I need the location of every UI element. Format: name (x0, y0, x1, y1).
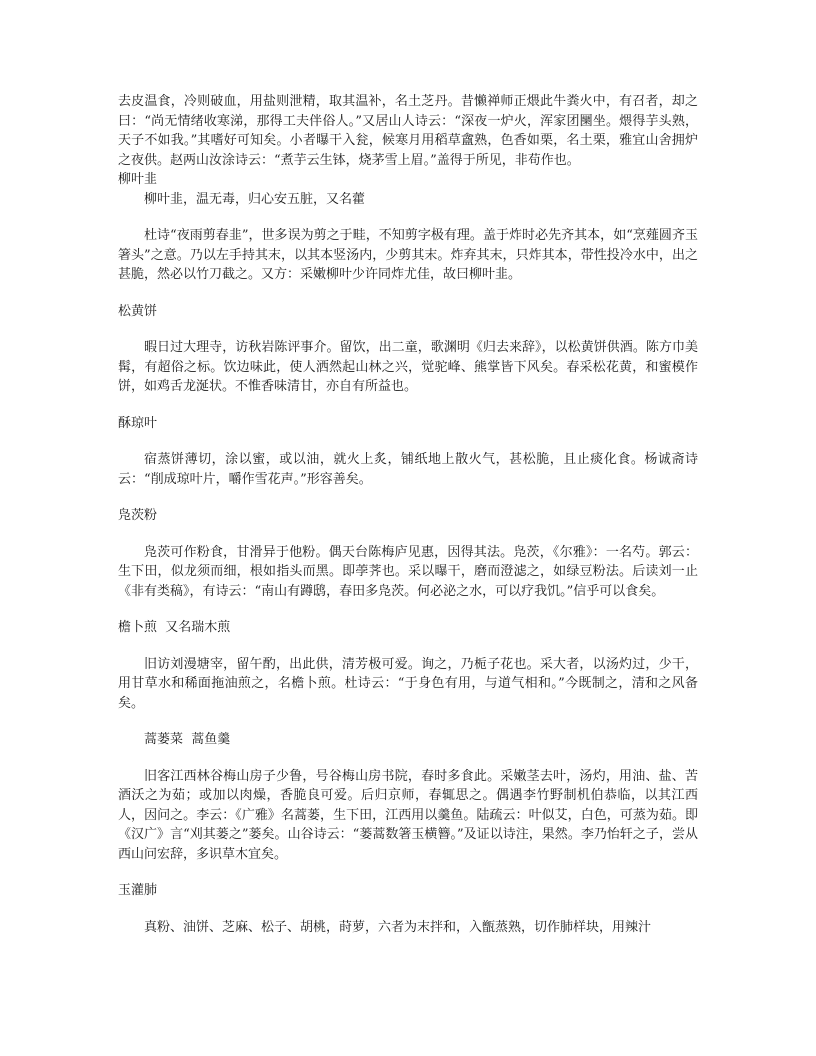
section-title-suqiongye: 酥琼叶 (118, 415, 158, 431)
section-subtitle-liuyegui: 柳叶韭，温无毒，归心安五脏，又名藿 (144, 191, 366, 207)
section-body-fucifen: 凫茨可作粉食，甘滑异于他粉。偶天台陈梅庐见惠，因得其法。凫茨，《尔雅》：一名芍。郭云：生下田，似龙须而细，根如指头而黑。即荸荠也。采以曝干，磨而澄滤之，如绿豆粉法。后读刘一止《非有类稿》，有诗云：“南山有蹲鸱，春田多凫茨。何必泌之水，可以疗我饥。”信乎可以食矣。 (118, 544, 698, 599)
section-title-yuguanfei: 玉灌肺 (118, 883, 158, 898)
section-body-liuyegui: 杜诗“夜雨剪春韭”，世多误为剪之于畦，不知剪字极有理。盖于炸时必先齐其本，如“烹薤圆齐玉箸头”之意。乃以左手持其末，以其本竖汤内，少剪其末。炸弃其末，只炸其本，带性投冷水中，出之甚脆，然必以竹刀截之。又方：采嫩柳叶少许同炸尤佳，故曰柳叶韭。 (118, 228, 698, 282)
section-body-haolou: 旧客江西林谷梅山房子少鲁，号谷梅山房书院，春时多食此。采嫩茎去叶，汤灼，用油、盐、苦酒沃之为茹；或加以肉燥，香脆良可爱。后归京师，春辄思之。偶遇李竹野制机伯恭临，以其江西人，因问之。李云：《广雅》名蒿蒌，生下田，江西用以羹鱼。陆疏云：叶似艾，白色，可蒸为茹。即《汉广》言“刈其蒌之”蒌矣。山谷诗云：“蒌蒿数箸玉横簪。”及证以诗注，果然。李乃怡轩之子，尝从西山问宏辞，多识草木宜矣。 (118, 768, 698, 862)
section-title-liuyegui: 柳叶韭 (118, 172, 158, 187)
section-title-zhanbujian: 檐卜煎 又名瑞木煎 (118, 620, 231, 635)
section-body-yuguanfei: 真粉、油饼、芝麻、松子、胡桃，莳萝，六者为末拌和，入甑蒸熟，切作肺样块，用辣汁 (144, 919, 652, 935)
intro-paragraph: 去皮温食，冷则破血，用盐则泄精，取其温补，名土芝丹。昔懒禅师正煨此牛粪火中，有召者，却之曰：“尚无情绪收寒涕，那得工夫伴俗人。”又居山人诗云：“深夜一炉火，浑家团圞坐。煨得芋头熟，天子不如我。”其嗜好可知矣。小者曝干入瓮，候寒月用稻草盦熟，色香如栗，名土栗，雅宜山舍拥炉之夜供。赵两山汝涂诗云：“煮芋云生钵，烧茅雪上眉。”盖得于所见，非苟作也。 (118, 94, 698, 168)
section-body-songhuangbing: 暇日过大理寺，访秋岩陈评事介。留饮，出二童，歌渊明《归去来辞》，以松黄饼供酒。陈方巾美髯，有超俗之标。饮边味此，使人洒然起山林之兴，觉驼峰、熊掌皆下风矣。春采松花黄，和蜜模作饼，如鸡舌龙涎状。不惟香味清甘，亦自有所益也。 (118, 340, 698, 394)
section-body-zhanbujian: 旧访刘漫塘宰，留午酌，出此供，清芳极可爱。询之，乃栀子花也。采大者，以汤灼过，少干，用甘草水和稀面拖油煎之，名檐卜煎。杜诗云：“于身色有用，与道气相和。”今既制之，清和之风备矣。 (118, 656, 698, 711)
section-title-haolou: 蒿蒌菜 蒿鱼羹 (144, 732, 231, 747)
document-page (118, 92, 698, 937)
section-title-fucifen: 凫茨粉 (118, 508, 158, 523)
section-body-suqiongye: 宿蒸饼薄切，涂以蜜，或以油，就火上炙，铺纸地上散火气，甚松脆，且止痰化食。杨诚斋诗云：“削成琼叶片，嚼作雪花声。”形容善矣。 (118, 452, 698, 487)
section-title-songhuangbing: 松黄饼 (118, 303, 158, 319)
